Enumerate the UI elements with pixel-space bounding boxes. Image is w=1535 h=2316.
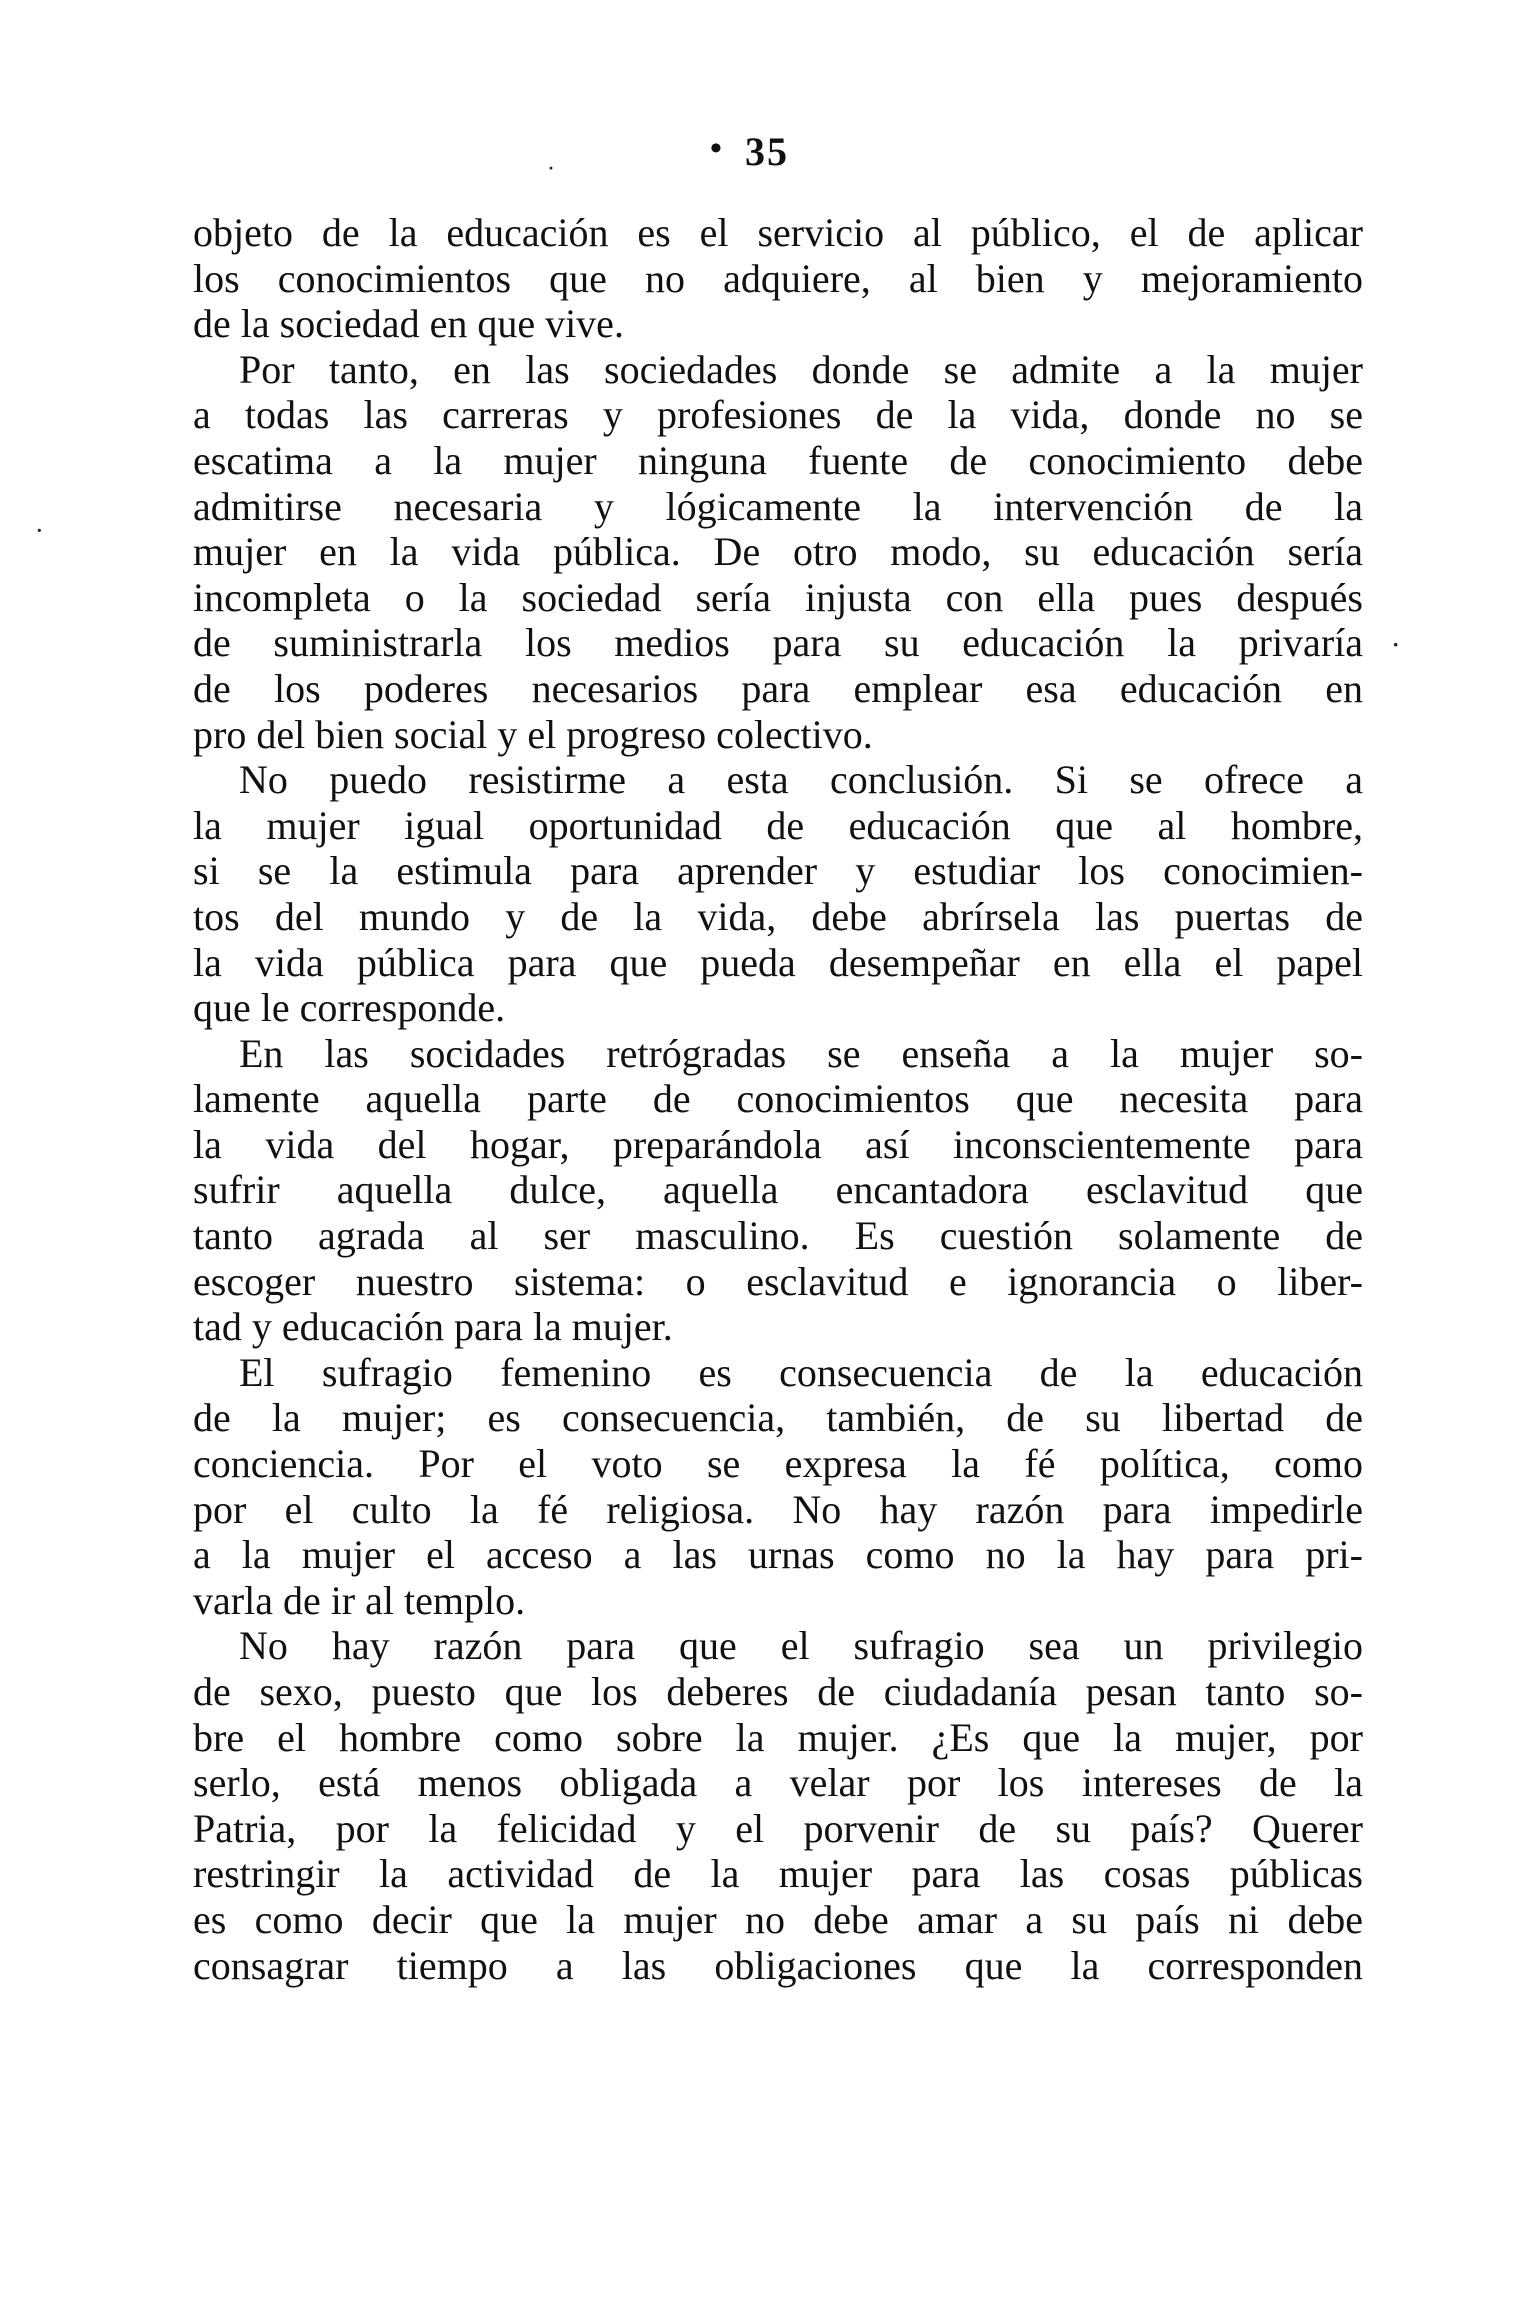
print-speck: · (548, 158, 555, 178)
text-line: que le corresponde. (193, 985, 506, 1031)
text-line: es como decir que la mujer no debe amar a su país ni debe (193, 1896, 1363, 1942)
text-line: sufrir aquella dulce, aquella encantadora esclavitud que (193, 1167, 1363, 1213)
text-line: Por tanto, en las sociedades donde se admite a la mujer (239, 346, 1363, 392)
body-text (193, 210, 1363, 1988)
text-line: objeto de la educación es el servicio al público, el de aplicar (193, 210, 1363, 255)
text-line: No hay razón para que el sufragio sea un privilegio (239, 1623, 1363, 1669)
text-line: de los poderes necesarios para emplear esa educación en (193, 665, 1363, 711)
text-line: de la sociedad en que vive. (193, 301, 624, 347)
paragraph (193, 1031, 1363, 1350)
text-line: la vida pública para que pueda desempeñar en ella el papel (193, 939, 1363, 985)
text-line: En las socidades retrógradas se enseña a la mujer so- (239, 1030, 1363, 1076)
text-line: escatima a la mujer ninguna fuente de conocimiento debe (193, 437, 1363, 483)
text-line: a la mujer el acceso a las urnas como no la hay para pri- (193, 1532, 1363, 1578)
paragraph (193, 757, 1363, 1031)
text-line: lamente aquella parte de conocimientos que necesita para (193, 1076, 1363, 1122)
text-line: tanto agrada al ser masculino. Es cuestión solamente de (193, 1213, 1363, 1259)
text-line: mujer en la vida pública. De otro modo, su educación sería (193, 529, 1363, 575)
print-speck: · (36, 520, 43, 542)
paragraph (193, 1623, 1363, 1988)
text-line: la vida del hogar, preparándola así inconscientemente para (193, 1121, 1363, 1167)
text-line: pro del bien social y el progreso colectivo. (193, 711, 873, 757)
text-line: restringir la actividad de la mujer para las cosas públicas (193, 1851, 1363, 1897)
text-line: de suministrarla los medios para su educación la privaría (193, 620, 1363, 666)
text-line: varla de ir al templo. (193, 1577, 526, 1623)
text-line: consagrar tiempo a las obligaciones que la corresponden (193, 1942, 1363, 1988)
text-line: El sufragio femenino es consecuencia de la educación (239, 1349, 1363, 1395)
text-line: No puedo resistirme a esta conclusión. Si se ofrece a (239, 757, 1363, 803)
text-line: escoger nuestro sistema: o esclavitud e ignorancia o liber- (193, 1258, 1363, 1304)
text-line: bre el hombre como sobre la mujer. ¿Es que la mujer, por (193, 1714, 1363, 1760)
text-line: por el culto la fé religiosa. No hay razón para impedirle (193, 1486, 1363, 1532)
text-line: tos del mundo y de la vida, debe abrírsela las puertas de (193, 893, 1363, 939)
text-line: Patria, por la felicidad y el porvenir de su país? Querer (193, 1805, 1363, 1851)
text-line: a todas las carreras y profesiones de la vida, donde no se (193, 392, 1363, 438)
text-line: la mujer igual oportunidad de educación que al hombre, (193, 802, 1363, 848)
text-line: de la mujer; es consecuencia, también, de su libertad de (193, 1395, 1363, 1441)
text-line: de sexo, puesto que los deberes de ciudadanía pesan tanto so- (193, 1669, 1363, 1714)
text-line: conciencia. Por el voto se expresa la fé política, como (193, 1441, 1363, 1487)
text-line: tad y educación para la mujer. (193, 1304, 673, 1350)
paragraph (193, 1350, 1363, 1624)
paragraph (193, 347, 1363, 757)
text-line: admitirse necesaria y lógicamente la intervención de la (193, 483, 1363, 529)
page-number: 35 (745, 129, 789, 174)
text-line: incompleta o la sociedad sería injusta con ella pues después (193, 574, 1363, 620)
page-dot-mark: • (710, 130, 722, 167)
paragraph (193, 210, 1363, 347)
print-speck: · (1392, 632, 1400, 657)
text-line: los conocimientos que no adquiere, al bien y mejoramiento (193, 255, 1363, 301)
text-line: si se la estimula para aprender y estudiar los conocimien- (193, 848, 1363, 894)
text-line: serlo, está menos obligada a velar por los intereses de la (193, 1760, 1363, 1806)
